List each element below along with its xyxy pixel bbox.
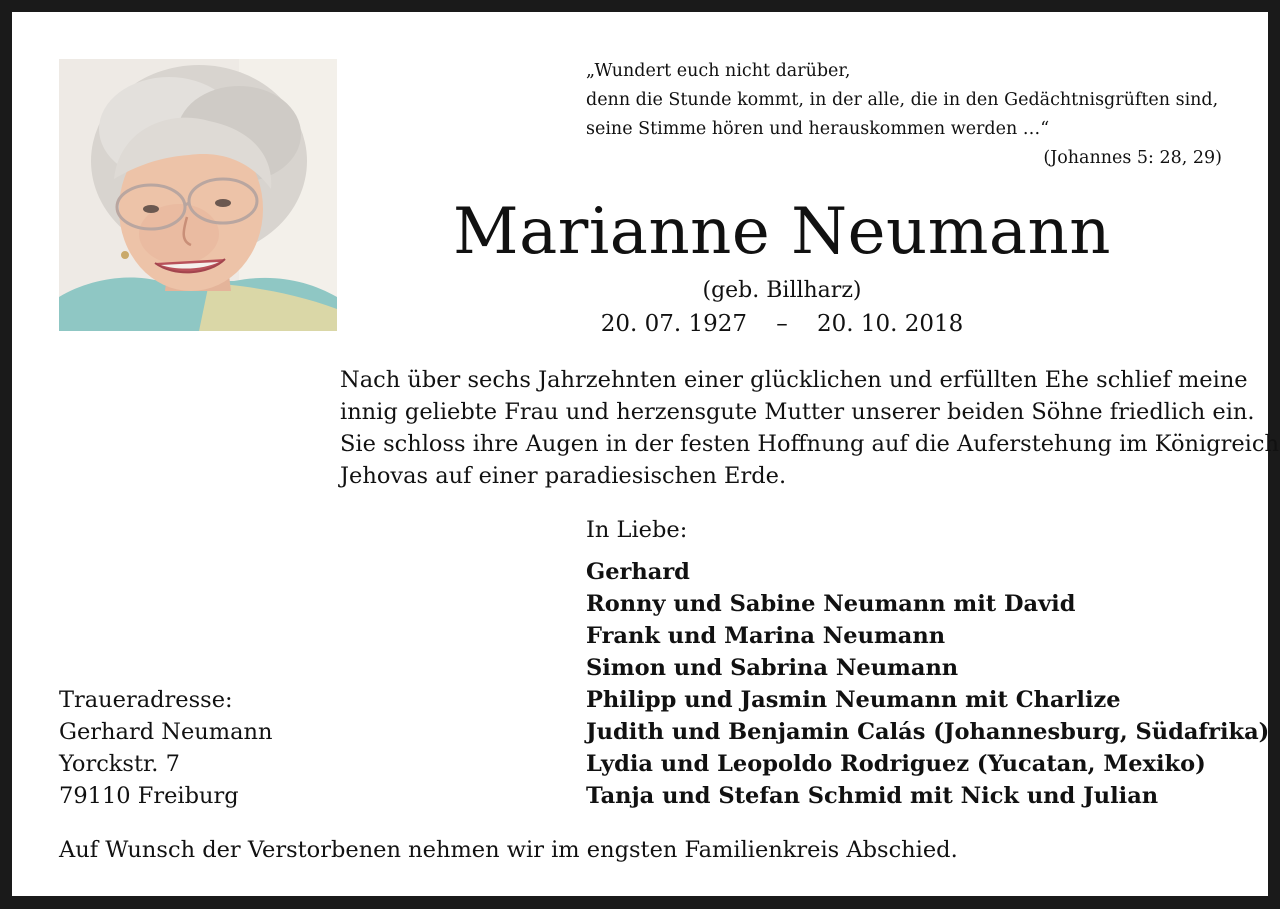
maiden-name: (geb. Billharz) <box>702 278 862 303</box>
address-street: Yorckstr. 7 <box>59 751 180 777</box>
quote-line: „Wundert euch nicht darüber, <box>586 61 851 81</box>
deceased-name: Marianne Neumann <box>453 195 1111 269</box>
address-name: Gerhard Neumann <box>59 719 273 745</box>
mourner-entry: Lydia und Leopoldo Rodriguez (Yucatan, Mexiko) <box>586 751 1206 777</box>
message-line: Sie schloss ihre Augen in der festen Hoffnung auf die Auferstehung im Königreich <box>340 431 1279 457</box>
mourner-entry: Ronny und Sabine Neumann mit David <box>586 591 1076 617</box>
quote-reference: (Johannes 5: 28, 29) <box>1043 148 1222 168</box>
mourner-entry: Philipp und Jasmin Neumann mit Charlize <box>586 687 1121 713</box>
address-city: 79110 Freiburg <box>59 783 239 809</box>
quote-line: seine Stimme hören und herauskommen werden …“ <box>586 119 1050 139</box>
message-line: Jehovas auf einer paradiesischen Erde. <box>340 463 787 489</box>
mourner-entry: Judith und Benjamin Calás (Johannesburg, Südafrika) <box>586 719 1270 745</box>
mourner-entry: Tanja und Stefan Schmid mit Nick und Julian <box>586 783 1159 809</box>
message-line: Nach über sechs Jahrzehnten einer glücklichen und erfüllten Ehe schlief meine <box>340 367 1248 393</box>
message-line: innig geliebte Frau und herzensgute Mutter unserer beiden Söhne friedlich ein. <box>340 399 1255 425</box>
mourner-entry: Frank und Marina Neumann <box>586 623 946 649</box>
mourners-intro: In Liebe: <box>586 517 688 543</box>
bible-quote <box>586 57 1222 173</box>
farewell-note: Auf Wunsch der Verstorbenen nehmen wir im engsten Familienkreis Abschied. <box>59 837 958 863</box>
life-dates: 20. 07. 1927 – 20. 10. 2018 <box>600 311 964 337</box>
address-label: Traueradresse: <box>59 687 233 713</box>
mourning-address <box>59 684 273 812</box>
quote-line: denn die Stunde kommt, in der alle, die in den Gedächtnisgrüften sind, <box>586 90 1219 110</box>
portrait-image <box>59 59 337 331</box>
mourner-entry: Gerhard <box>586 559 690 585</box>
obituary-notice <box>12 12 1279 896</box>
obituary-message <box>340 364 1279 492</box>
portrait-photo <box>59 59 337 331</box>
mourner-entry: Simon und Sabrina Neumann <box>586 655 959 681</box>
mourners-list <box>586 556 1269 812</box>
